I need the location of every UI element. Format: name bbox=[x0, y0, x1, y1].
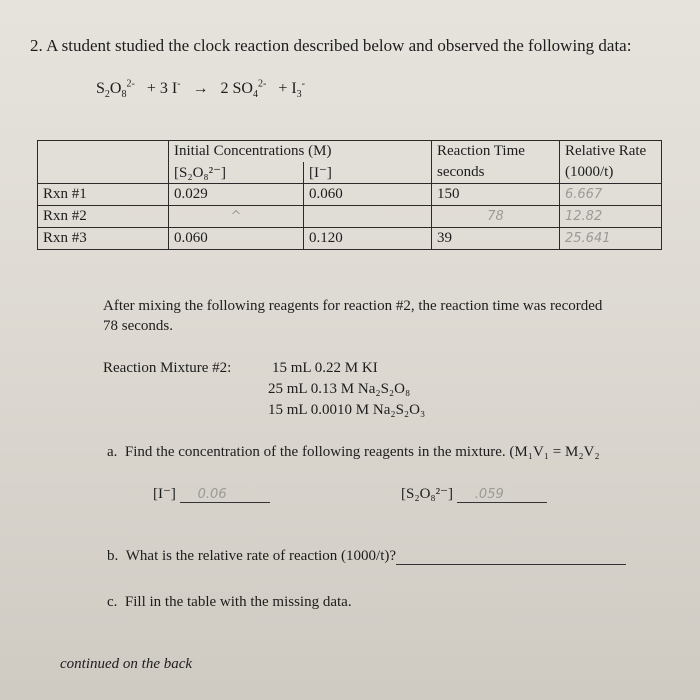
handwritten-rate: 25.641 bbox=[565, 231, 611, 246]
cell-s2o8 bbox=[169, 206, 304, 228]
footer-note: continued on the back bbox=[60, 656, 193, 672]
intro-paragraph bbox=[103, 296, 602, 336]
cell-i: 0.060 bbox=[304, 184, 432, 206]
answer-s2o8: [S₂O₈²⁻] .059 bbox=[401, 484, 547, 503]
mixture-item: 15 mL 0.22 M KI bbox=[272, 360, 378, 376]
row-label: Rxn #1 bbox=[38, 184, 169, 206]
cell-time: 150 bbox=[432, 184, 560, 206]
answer-i: [I⁻] 0.06 bbox=[153, 484, 270, 503]
cell-rate bbox=[560, 228, 662, 250]
header-time: Reaction Time bbox=[432, 141, 560, 163]
data-table bbox=[37, 140, 662, 250]
table-row bbox=[38, 228, 662, 250]
paragraph-line: After mixing the following reagents for reaction #2, the reaction time was recorded bbox=[103, 298, 603, 314]
cell-s2o8: 0.029 bbox=[169, 184, 304, 206]
question-title: 2. A student studied the clock reaction described below and observed the following data: bbox=[30, 36, 632, 55]
row-label: Rxn #2 bbox=[38, 206, 169, 228]
subheader-i: [I⁻] bbox=[304, 162, 432, 184]
cell-time bbox=[432, 206, 560, 228]
reaction-equation: $S_2O_8^{2-}$ + 3 I- → 2 $SO_4^{2-}$ + $I_3^-$ bbox=[96, 78, 306, 101]
mixture-label: Reaction Mixture #2: bbox=[103, 360, 232, 376]
cell-i: 0.120 bbox=[304, 228, 432, 250]
handwritten-mark: ^ bbox=[230, 209, 242, 224]
cell-time: 39 bbox=[432, 228, 560, 250]
cell-i bbox=[304, 206, 432, 228]
subheader-seconds: seconds bbox=[432, 162, 560, 184]
part-b: b. What is the relative rate of reaction (1000/t)? bbox=[107, 548, 626, 565]
cell-s2o8: 0.060 bbox=[169, 228, 304, 250]
table-corner bbox=[38, 141, 169, 163]
mixture-item: 25 mL 0.13 M Na₂S₂O₈ bbox=[268, 381, 411, 397]
part-a: a. Find the concentration of the following reagents in the mixture. (M₁V₁ = M₂V₂ bbox=[107, 444, 600, 460]
part-c: c. Fill in the table with the missing data. bbox=[107, 594, 352, 610]
table-row bbox=[38, 206, 662, 228]
table-row bbox=[38, 184, 662, 206]
answer-rate-blank[interactable] bbox=[396, 550, 626, 565]
handwritten-rate: 12.82 bbox=[565, 209, 603, 224]
header-rate: Relative Rate bbox=[560, 141, 662, 163]
mixture-item: 15 mL 0.0010 M Na₂S₂O₃ bbox=[268, 402, 426, 418]
handwritten-time: 78 bbox=[487, 209, 504, 224]
row-label: Rxn #3 bbox=[38, 228, 169, 250]
handwritten-i: 0.06 bbox=[197, 487, 227, 502]
subheader-rate: (1000/t) bbox=[560, 162, 662, 184]
table-corner-lower bbox=[38, 162, 169, 184]
table-subheader-row bbox=[38, 162, 662, 184]
paragraph-line: 78 seconds. bbox=[103, 318, 173, 334]
cell-rate bbox=[560, 184, 662, 206]
handwritten-s2o8: .059 bbox=[474, 487, 504, 502]
header-initial: Initial Concentrations (M) bbox=[169, 141, 432, 163]
subheader-s2o8: [S₂O₈²⁻] bbox=[169, 162, 304, 184]
table-header-row bbox=[38, 141, 662, 163]
answer-s2o8-blank[interactable] bbox=[457, 488, 547, 503]
answer-i-blank[interactable] bbox=[180, 488, 270, 503]
handwritten-rate: 6.667 bbox=[565, 187, 603, 202]
cell-rate bbox=[560, 206, 662, 228]
